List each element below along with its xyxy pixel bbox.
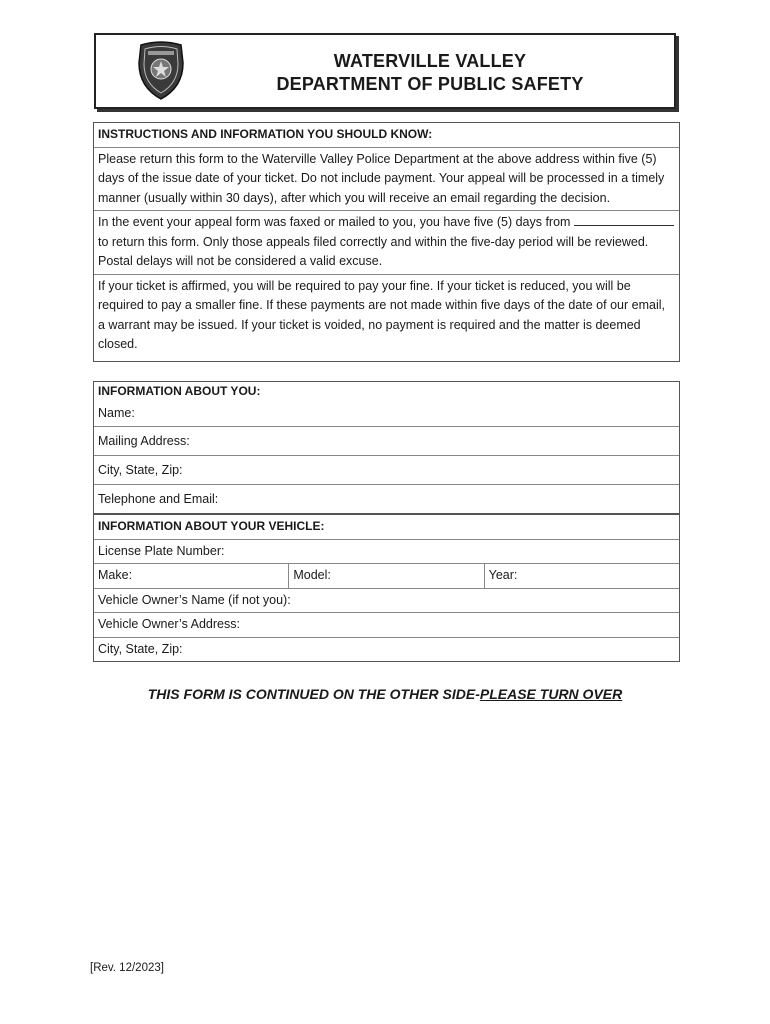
turn-over-text: PLEASE TURN OVER [479,686,623,702]
police-seal-icon [136,39,186,101]
city-state-zip-field[interactable]: City, State, Zip: [94,455,679,484]
name-field[interactable]: Name: [98,406,135,420]
revision-label: [Rev. 12/2023] [90,962,164,974]
date-blank-field[interactable] [574,213,674,226]
mailing-address-field[interactable]: Mailing Address: [94,426,679,455]
vehicle-heading: INFORMATION ABOUT YOUR VEHICLE: [94,513,679,539]
instructions-box [93,122,680,362]
continued-text: THIS FORM IS CONTINUED ON THE OTHER SIDE- [147,686,480,702]
continued-note [0,686,770,702]
instructions-paragraph-3: If your ticket is affirmed, you will be required to pay your fine. If your ticket is reduced, you will be required to pay a smaller fine. If these payments are not made within five days of the date of our email, a warrant may be issued. If your ticket is voided, no payment is required and the matter is deemed closed. [94,274,679,361]
make-field[interactable]: Make: [98,568,133,582]
instructions-heading: INSTRUCTIONS AND INFORMATION YOU SHOULD KNOW: [98,127,433,141]
instructions-paragraph-2 [94,210,679,274]
header-box [94,33,676,109]
owner-address-field[interactable]: Vehicle Owner’s Address: [94,612,679,637]
page-title [196,50,664,96]
para2-text-before: In the event your appeal form was faxed or mailed to you, you have five (5) days from [98,215,571,229]
instructions-paragraph-1: Please return this form to the Waterville Valley Police Department at the above address within five (5) days of the issue date of your ticket. Do not include payment. Your appeal will be processed in a timely manner (usually within 30 days), after which you will receive an email regarding the decision. [94,147,679,211]
make-model-year-row [94,563,679,588]
telephone-email-field[interactable]: Telephone and Email: [94,484,679,513]
model-field[interactable]: Model: [288,564,483,588]
personal-info-box [93,381,680,662]
title-line-2: DEPARTMENT OF PUBLIC SAFETY [276,74,584,94]
about-you-heading: INFORMATION ABOUT YOU: [98,384,261,398]
owner-city-state-zip-field[interactable]: City, State, Zip: [94,637,679,662]
title-line-1: WATERVILLE VALLEY [333,51,527,71]
year-field[interactable]: Year: [484,564,679,588]
para2-text-after: to return this form. Only those appeals filed correctly and within the five-day period will be reviewed. Postal delays will not be considered a valid excuse. [98,234,649,268]
license-plate-field[interactable]: License Plate Number: [94,539,679,564]
owner-name-field[interactable]: Vehicle Owner’s Name (if not you): [94,588,679,613]
